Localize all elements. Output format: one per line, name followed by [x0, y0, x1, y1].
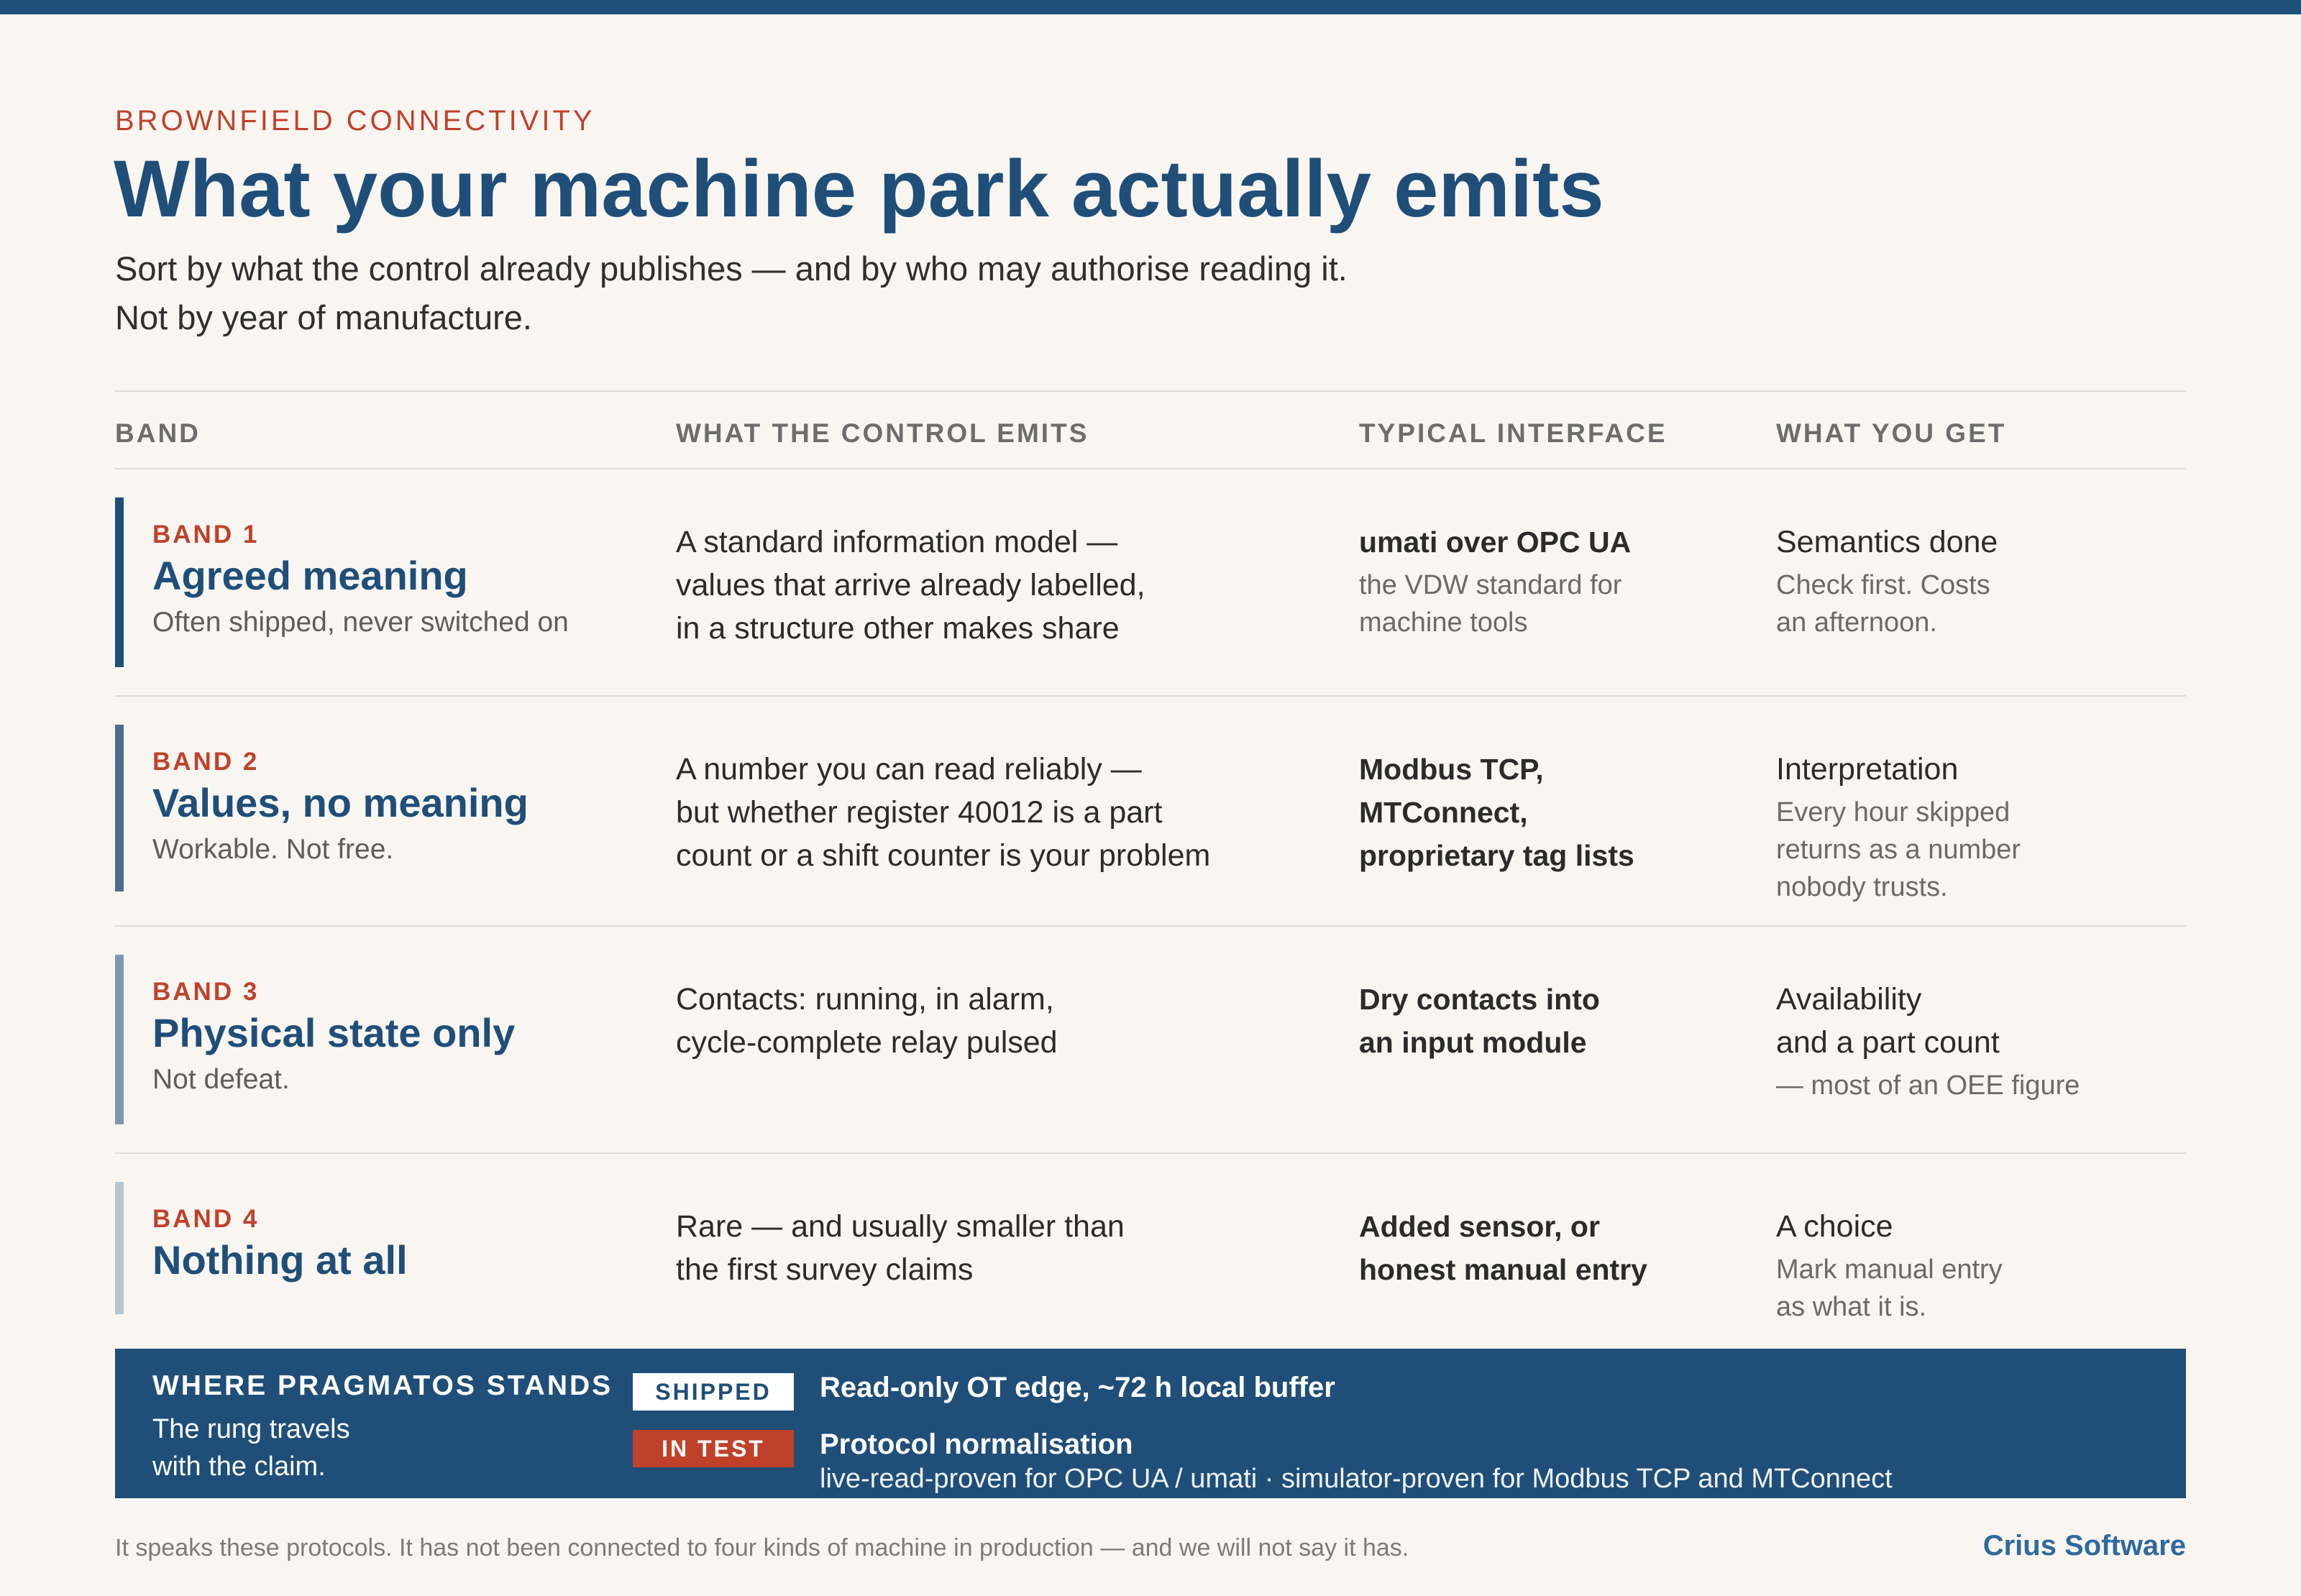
interface-text: Modbus TCP, MTConnect, proprietary tag lists — [1359, 753, 1634, 872]
interface-text: Added sensor, or honest manual entry — [1359, 1210, 1647, 1286]
column-header-emits: WHAT THE CONTROL EMITS — [676, 418, 1089, 448]
get-text: A choice — [1776, 1209, 1893, 1244]
band-indicator-bar — [115, 1182, 124, 1314]
divider — [115, 925, 2186, 927]
eyebrow: BROWNFIELD CONNECTIVITY — [115, 105, 595, 137]
column-header-get: WHAT YOU GET — [1776, 418, 2007, 448]
subtitle-line: Sort by what the control already publishes — and by who may authorise reading it. — [115, 249, 1348, 288]
band-name: Nothing at all — [152, 1237, 408, 1283]
band-tag: BAND 4 — [152, 1205, 260, 1233]
emits-text: Contacts: running, in alarm, cycle-complete relay pulsed — [676, 982, 1058, 1060]
band-row-2 — [115, 725, 2186, 902]
in-test-detail: live-read-proven for OPC UA / umati · simulator-proven for Modbus TCP and MTConnect — [820, 1464, 1893, 1494]
band-indicator-bar — [115, 725, 124, 891]
get-text: Interpretation — [1776, 752, 1959, 786]
shipped-item: Read-only OT edge, ~72 h local buffer — [820, 1372, 1335, 1403]
band-indicator-bar — [115, 497, 124, 667]
page-title: What your machine park actually emits — [114, 144, 1604, 234]
get-text: Availability and a part count — [1776, 982, 2000, 1060]
band-note: Workable. Not free. — [152, 834, 394, 865]
band-row-4 — [115, 1182, 2186, 1322]
band-row-3 — [115, 955, 2186, 1124]
column-header-interface: TYPICAL INTERFACE — [1359, 418, 1668, 448]
in-test-item: Protocol normalisation — [820, 1428, 1133, 1460]
band-indicator-bar — [115, 955, 124, 1124]
divider — [115, 1152, 2186, 1154]
get-text: Semantics done — [1776, 525, 1998, 559]
emits-text: A standard information model — values that arrive already labelled, in a structure other makes share — [676, 525, 1145, 646]
emits-text: A number you can read reliably — but whether register 40012 is a part count or a shift counter is your problem — [676, 752, 1211, 873]
status-panel-title: WHERE PRAGMATOS STANDS — [152, 1370, 613, 1401]
band-note: Not defeat. — [152, 1064, 290, 1095]
band-tag: BAND 2 — [152, 748, 260, 776]
in-test-badge: IN TEST — [633, 1430, 794, 1467]
shipped-badge: SHIPPED — [633, 1373, 794, 1411]
column-header-band: BAND — [115, 418, 201, 448]
band-tag: BAND 3 — [152, 978, 260, 1006]
divider — [115, 695, 2186, 697]
divider — [115, 390, 2186, 392]
get-note: Mark manual entry as what it is. — [1776, 1255, 2003, 1322]
subtitle-line: Not by year of manufacture. — [115, 298, 532, 336]
band-name: Values, no meaning — [152, 780, 529, 825]
band-name: Physical state only — [152, 1010, 516, 1055]
divider — [115, 468, 2186, 469]
interface-text: Dry contacts into an input module — [1359, 983, 1600, 1059]
footer-note: It speaks these protocols. It has not been connected to four kinds of machine in production — and we will not say it has. — [115, 1534, 1409, 1561]
brand-name: Crius Software — [1982, 1530, 2186, 1561]
status-panel — [115, 1349, 2186, 1498]
emits-text: Rare — and usually smaller than the first survey claims — [676, 1209, 1125, 1287]
get-note: — most of an OEE figure — [1776, 1070, 2080, 1101]
top-accent-bar — [0, 0, 2301, 14]
band-name: Agreed meaning — [152, 553, 468, 598]
band-note: Often shipped, never switched on — [152, 607, 569, 638]
status-panel-subtitle: The rung travels with the claim. — [152, 1414, 350, 1482]
interface-note: the VDW standard for machine tools — [1359, 570, 1622, 638]
interface-text: umati over OPC UA — [1359, 526, 1632, 559]
page-subtitle — [115, 244, 1348, 342]
band-row-1 — [115, 497, 2186, 667]
band-tag: BAND 1 — [152, 520, 260, 549]
get-note: Check first. Costs an afternoon. — [1776, 570, 1990, 638]
get-note: Every hour skipped returns as a number nobody trusts. — [1776, 797, 2021, 902]
